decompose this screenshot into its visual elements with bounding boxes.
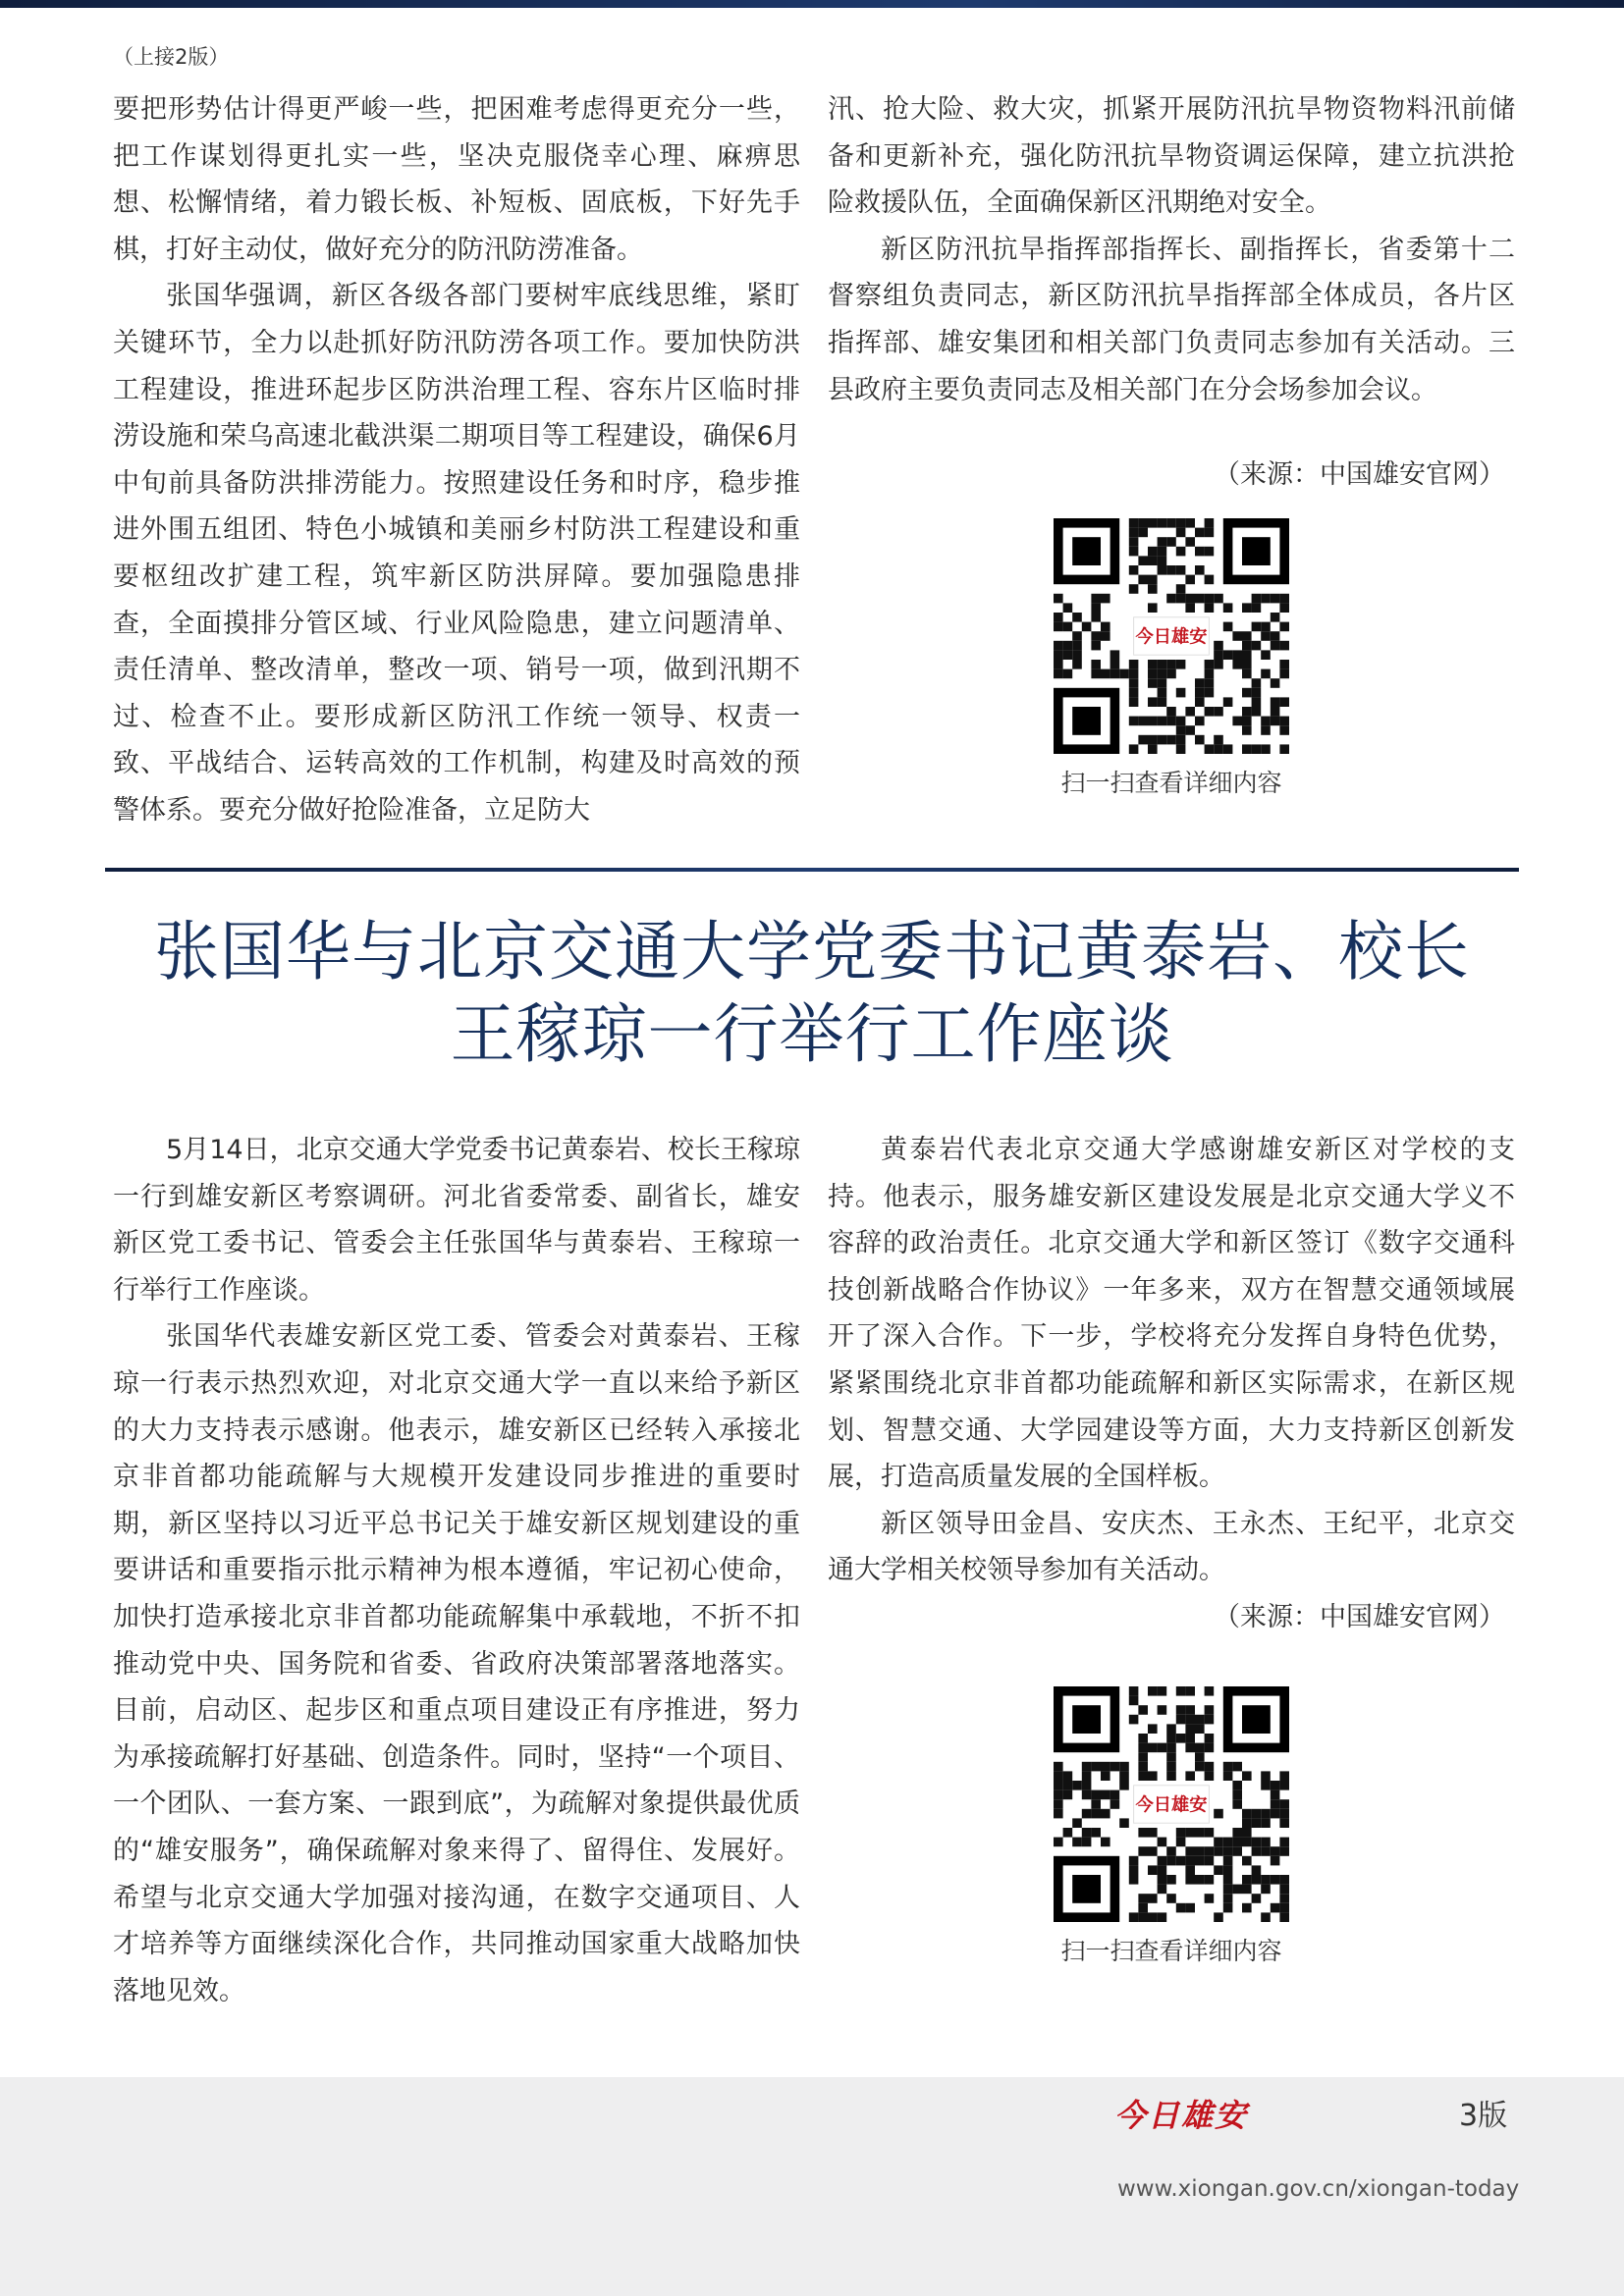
continuation-note: （上接2版） xyxy=(113,45,230,69)
section-divider xyxy=(105,868,1519,872)
article2-left-column xyxy=(113,1127,800,2014)
paragraph: 新区领导田金昌、安庆杰、王永杰、王纪平，北京交通大学相关校领导参加有关活动。 xyxy=(828,1508,1515,1586)
article2-headline xyxy=(98,911,1526,1076)
article1-source-wrap xyxy=(828,452,1515,499)
headline-line-1: 张国华与北京交通大学党委书记黄泰岩、校长 xyxy=(154,914,1470,989)
page-number: 3版 xyxy=(1459,2099,1508,2133)
paragraph: 张国华强调，新区各级各部门要树牢底线思维，紧盯关键环节，全力以赴抓好防汛防涝各项工作。要加快防洪工程建设，推进环起步区防洪治理工程、容东片区临时排涝设施和荣乌高速北截洪渠二期项目等工程建设，确保6月中旬前具备防洪排涝能力。按照建设任务和时序，稳步推进外围五组团、特色小城镇和美丽乡村防洪工程建设和重要枢纽改扩建工程，筑牢新区防洪屏障。要加强隐患排查，全面摸排分管区域、行业风险隐患，建立问题清单、责任清单、整改清单，整改一项、销号一项，做到汛期不过、检查不止。要形成新区防汛工作统一领导、权责一致、平战结合、运转高效的工作机制，构建及时高效的预警体系。要充分做好抢险准备，立足防大 xyxy=(113,281,800,826)
article2-source-wrap xyxy=(828,1594,1515,1641)
footer-url-link[interactable]: www.xiongan.gov.cn/xiongan-today xyxy=(1117,2176,1520,2202)
article1-qr-caption: 扫一扫查看详细内容 xyxy=(1060,769,1282,797)
headline-line-2: 王稼琼一行举行工作座谈 xyxy=(450,996,1174,1072)
paragraph: 要把形势估计得更严峻一些，把困难考虑得更充分一些，把工作谋划得更扎实一些，坚决克服侥幸心理、麻痹思想、松懈情绪，着力锻长板、补短板、固底板，下好先手棋，打好主动仗，做好充分的防汛防涝准备。 xyxy=(113,94,800,265)
paragraph: 黄泰岩代表北京交通大学感谢雄安新区对学校的支持。他表示，服务雄安新区建设发展是北京交通大学义不容辞的政治责任。北京交通大学和新区签订《数字交通科技创新战略合作协议》一年多来，双方在智慧交通领域展开了深入合作。下一步，学校将充分发挥自身特色优势，紧紧围绕北京非首都功能疏解和新区实际需求，在新区规划、智慧交通、大学园建设等方面，大力支持新区创新发展，打造高质量发展的全国样板。 xyxy=(828,1135,1515,1493)
paragraph: 新区防汛抗旱指挥部指挥长、副指挥长，省委第十二督察组负责同志，新区防汛抗旱指挥部全体成员，各片区指挥部、雄安集团和相关部门负责同志参加有关活动。三县政府主要负责同志及相关部门在分会场参加会议。 xyxy=(828,234,1515,405)
article1-qr-block[interactable] xyxy=(1024,518,1319,799)
article2-qr-caption: 扫一扫查看详细内容 xyxy=(1060,1937,1282,1965)
article2-right-column xyxy=(828,1127,1515,1594)
article1-right-column xyxy=(828,86,1515,413)
article2-source: （来源：中国雄安官网） xyxy=(1214,1602,1505,1632)
paragraph: 汛、抢大险、救大灾，抓紧开展防汛抗旱物资物料汛前储备和更新补充，强化防汛抗旱物资调运保障，建立抗洪抢险救援队伍，全面确保新区汛期绝对安全。 xyxy=(828,94,1515,219)
qr-code-icon[interactable] xyxy=(1054,518,1289,754)
paragraph: 张国华代表雄安新区党工委、管委会对黄泰岩、王稼琼一行表示热烈欢迎，对北京交通大学一直以来给予新区的大力支持表示感谢。他表示，雄安新区已经转入承接北京非首都功能疏解与大规模开发建设同步推进的重要时期，新区坚持以习近平总书记关于雄安新区规划建设的重要讲话和重要指示批示精神为根本遵循，牢记初心使命，加快打造承接北京非首都功能疏解集中承载地，不折不扣推动党中央、国务院和省委、省政府决策部署落地落实。目前，启动区、起步区和重点项目建设正有序推进，努力为承接疏解打好基础、创造条件。同时，坚持“一个项目、一个团队、一套方案、一跟到底”，为疏解对象提供最优质的“雄安服务”，确保疏解对象来得了、留得住、发展好。希望与北京交通大学加强对接沟通，在数字交通项目、人才培养等方面继续深化合作，共同推动国家重大战略加快落地见效。 xyxy=(113,1321,800,2006)
qr-code-icon[interactable] xyxy=(1054,1686,1289,1922)
article1-source: （来源：中国雄安官网） xyxy=(1214,459,1505,490)
article1-left-column xyxy=(113,86,800,834)
top-accent-bar xyxy=(0,0,1624,8)
footer-logo: 今日雄安 xyxy=(1114,2097,1249,2134)
article2-qr-block[interactable] xyxy=(1024,1686,1319,1967)
qr-logo-label: 今日雄安 xyxy=(1135,626,1208,648)
paragraph: 5月14日，北京交通大学党委书记黄泰岩、校长王稼琼一行到雄安新区考察调研。河北省委常委、副省长，雄安新区党工委书记、管委会主任张国华与黄泰岩、王稼琼一行举行工作座谈。 xyxy=(113,1135,800,1306)
qr-logo-label: 今日雄安 xyxy=(1135,1794,1208,1816)
